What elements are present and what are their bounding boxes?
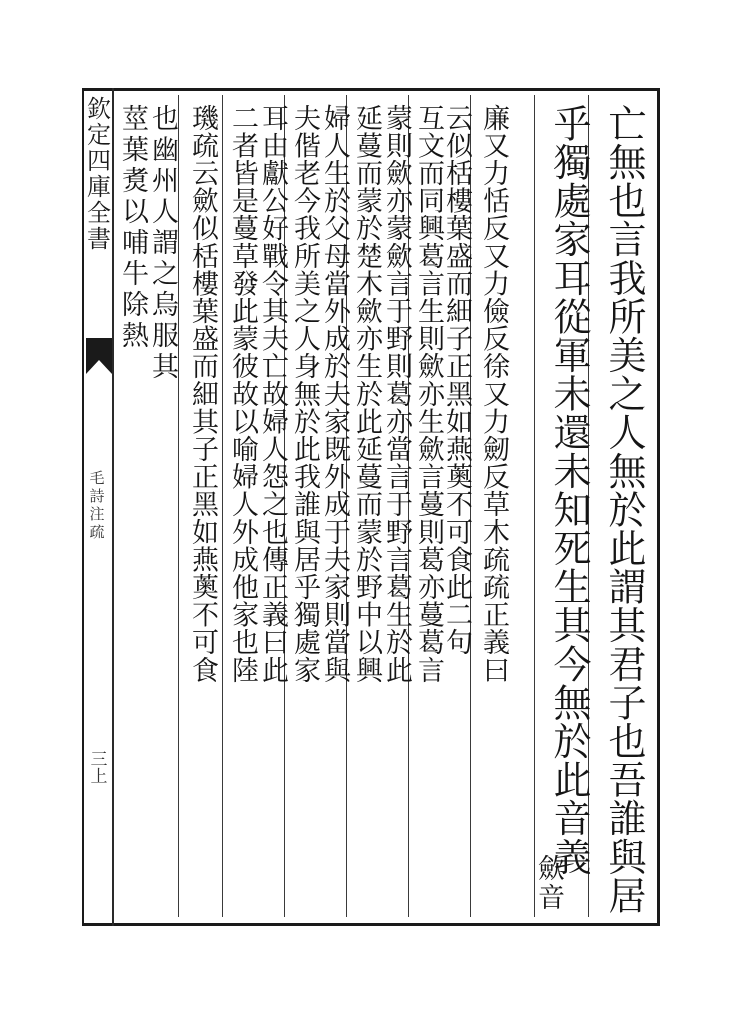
main-text-column: 亡無也言我所美之人無於此謂其君子也吾誰與居 (602, 104, 646, 915)
frame-right-border (657, 88, 660, 926)
commentary-column: 耳由獻公好戰令其夫亡故婦人怨之也傳正義曰此 (257, 104, 288, 684)
commentary-column: 璣疏云歛似栝樓葉盛而細其子正黑如燕薁不可食 (187, 104, 218, 684)
collection-title: 欽定四庫全書 (82, 96, 111, 252)
column-rule (178, 95, 179, 917)
frame-bottom-border (82, 923, 660, 926)
commentary-column: 延蔓而蒙於楚木歛亦生於此延蔓而蒙於野中以興 (351, 104, 382, 684)
commentary-column: 互文而同興葛言生則歛亦生歛言蔓則葛亦蔓葛言 (413, 104, 444, 684)
commentary-column: 莖葉煑以哺牛除熱 (117, 104, 148, 352)
commentary-column: 云似栝樓葉盛而細子正黑如燕薁不可食此二句 (441, 104, 472, 656)
book-title: 毛詩注疏 (87, 470, 106, 542)
column-rule (222, 95, 223, 917)
fishtail-mark (86, 338, 112, 374)
main-text-column: 乎獨處家耳從軍未還未知死生其今無於此音義 (547, 104, 591, 876)
frame-top-border (82, 88, 660, 91)
column-rule (534, 95, 535, 917)
commentary-column: 也幽州人謂之烏服其 (147, 104, 178, 383)
commentary-column: 婦人生於父母當外成於夫家既外成于夫家則當與 (319, 104, 350, 684)
commentary-column: 二者皆是蔓草發此蒙彼故以喻婦人外成他家也陸 (227, 104, 258, 684)
commentary-column: 歛音 (533, 854, 564, 912)
commentary-column: 廉又力恬反又力儉反徐又力劒反草木疏疏正義曰 (478, 104, 509, 684)
commentary-column: 蒙則歛亦蒙歛言于野則葛亦當言于野言葛生於此 (381, 104, 412, 684)
commentary-column: 夫偕老今我所美之人身無於此我誰與居乎獨處家 (289, 104, 320, 684)
page-number: 三上 (86, 750, 107, 784)
